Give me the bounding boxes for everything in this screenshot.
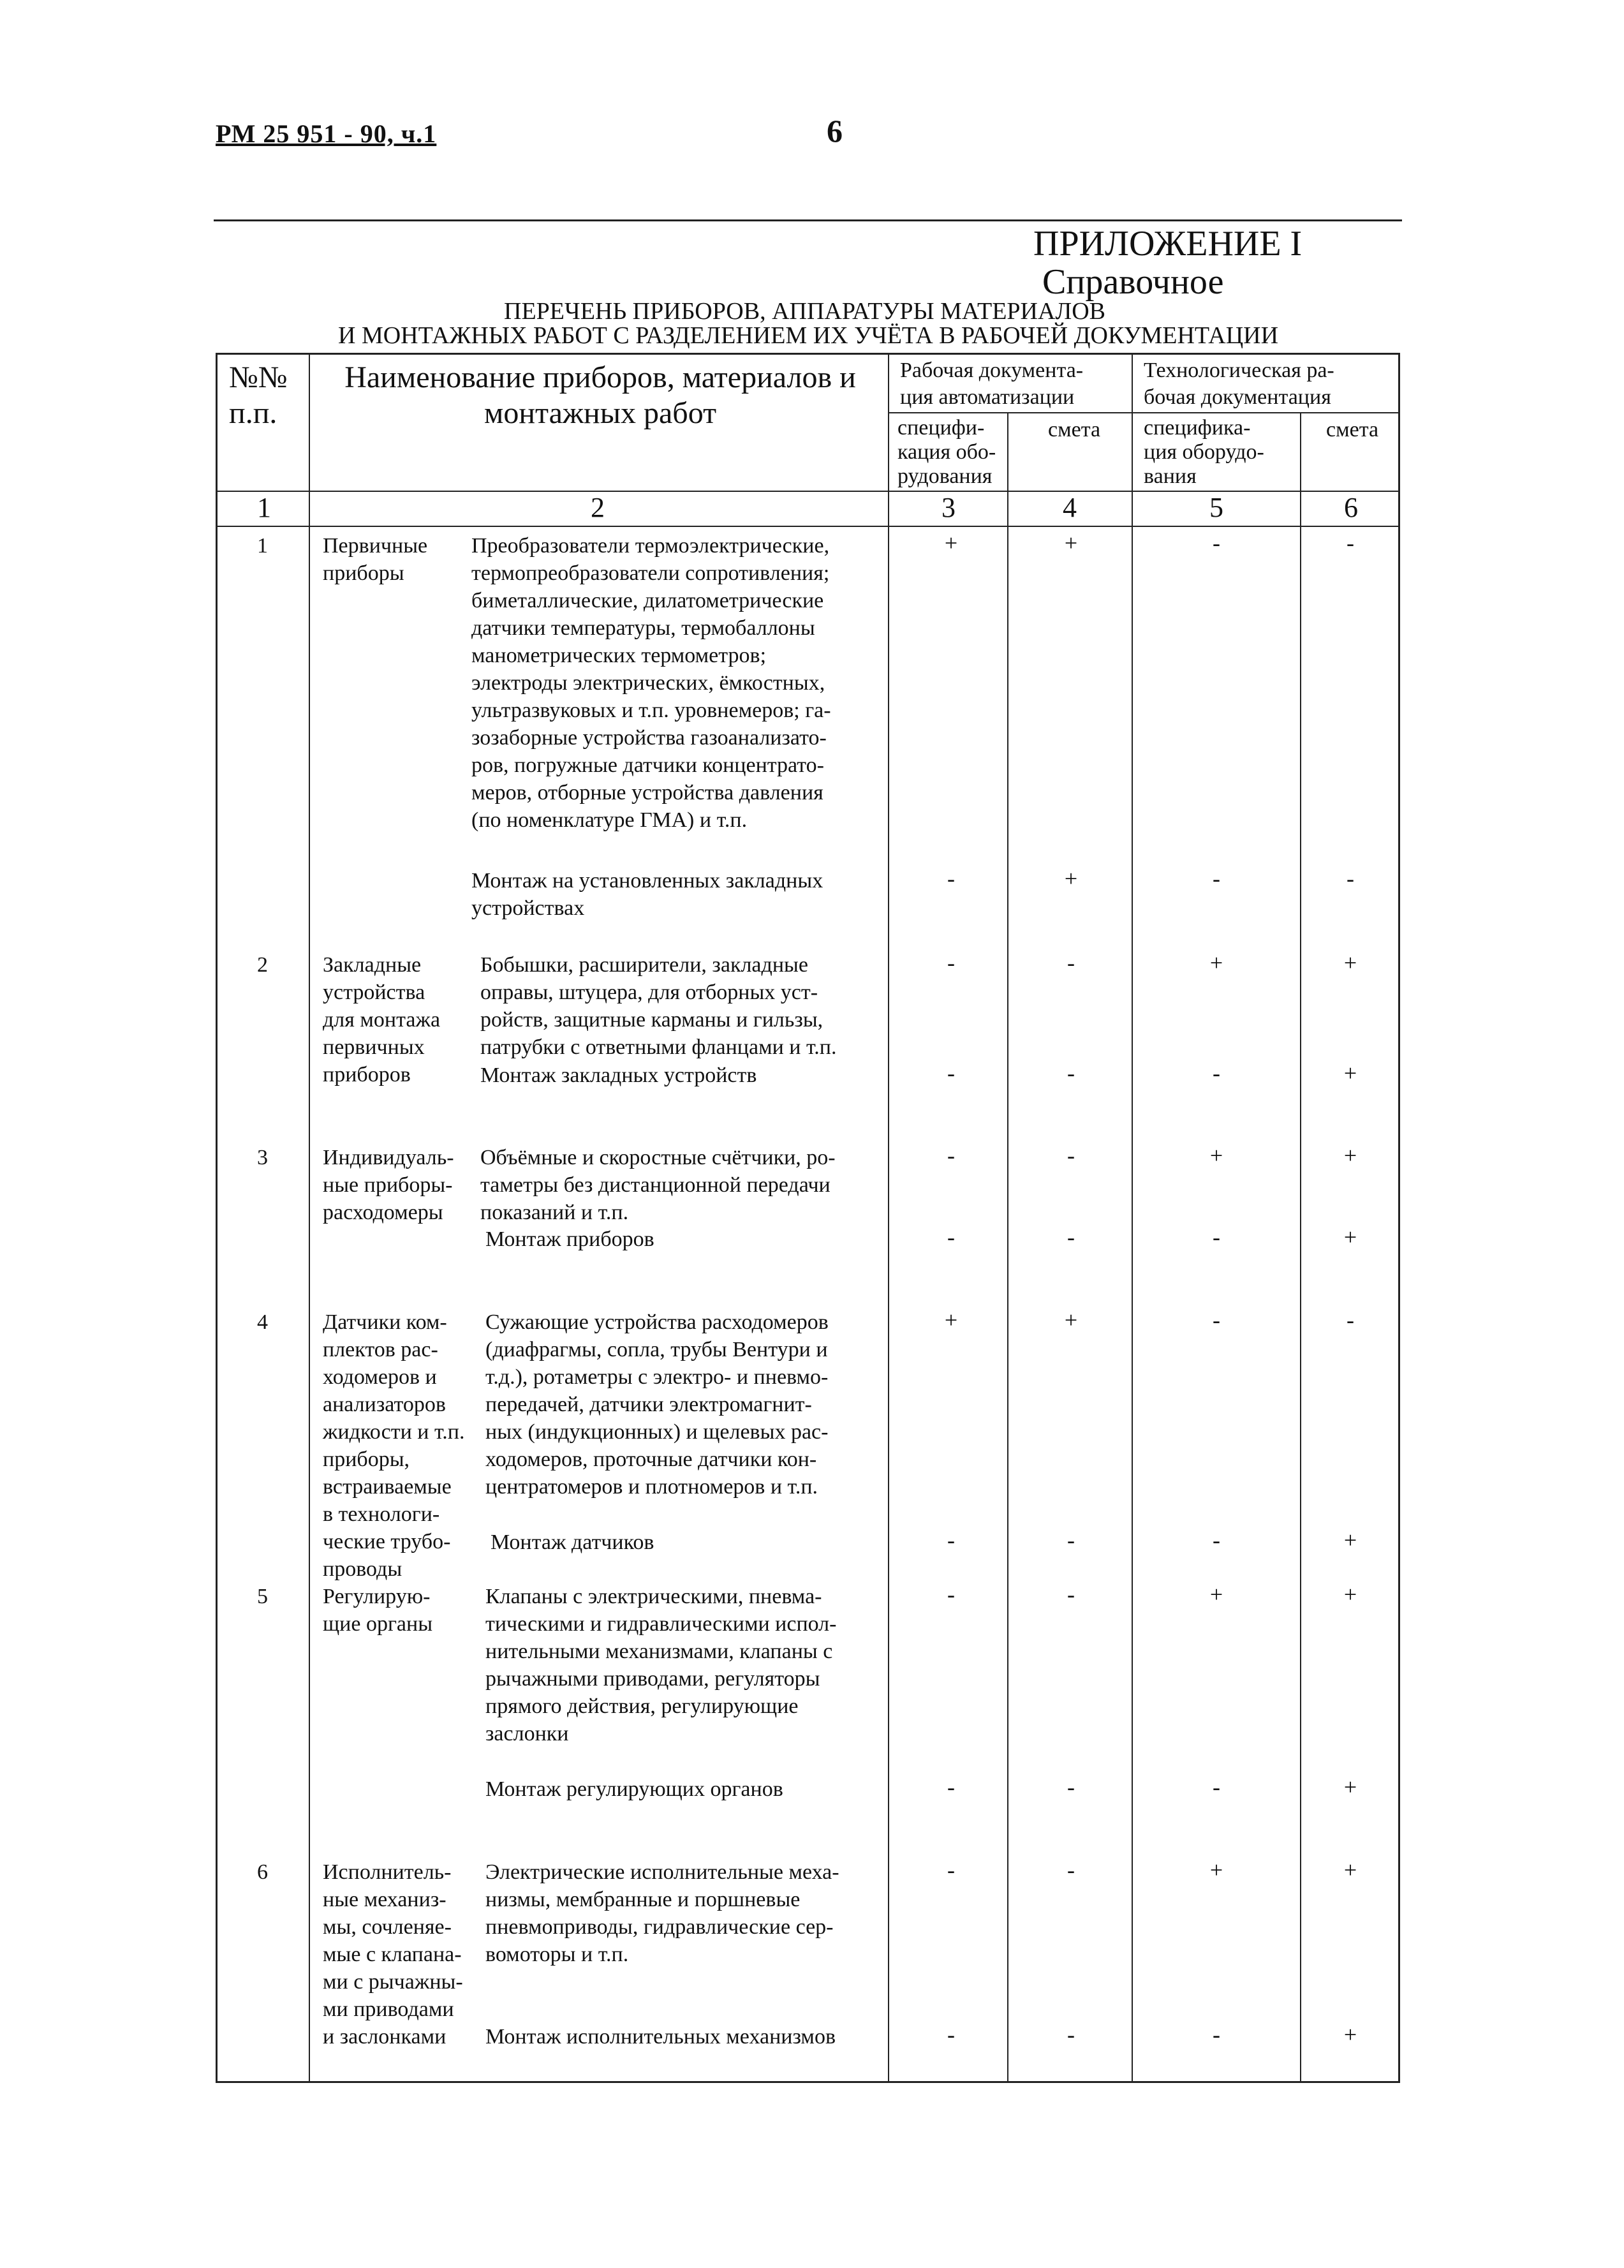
mark-spec-a: - — [947, 1774, 955, 1800]
mark-spec-b: - — [1213, 1527, 1220, 1553]
row-item: Электрические исполнительные меха- низмы, мембранные и поршневые пневмоприводы, гидравлические сер- вомоторы и т.п. — [485, 1860, 839, 1966]
mark-smeta-b: + — [1343, 1527, 1357, 1553]
row-item: Монтаж датчиков — [491, 1531, 654, 1554]
row-item: Монтаж на установленных закладных устройствах — [471, 869, 823, 920]
col-divider — [888, 355, 889, 2082]
mark-smeta-b: - — [1347, 1307, 1354, 1333]
mark-smeta-a: - — [1067, 1774, 1075, 1800]
header-spec-a: специфи- кация обо- рудования — [897, 416, 996, 488]
row-group: Закладные устройства для монтажа первичных приборов — [323, 953, 441, 1086]
col-number: 5 — [1209, 492, 1223, 523]
appendix-subtitle: Справочное — [1042, 262, 1224, 302]
mark-smeta-b: + — [1343, 1774, 1357, 1800]
header-spec-b: специфика- ция оборудо- вания — [1144, 416, 1264, 488]
row-item: Монтаж закладных устройств — [480, 1064, 757, 1087]
mark-spec-b: - — [1213, 1060, 1220, 1086]
row-item: Монтаж исполнительных механизмов — [485, 2025, 836, 2049]
row-divider — [218, 526, 1400, 527]
appendix-title: ПРИЛОЖЕНИЕ I — [1033, 224, 1303, 263]
col-number: 6 — [1344, 492, 1358, 523]
mark-spec-b: + — [1209, 1857, 1223, 1883]
mark-spec-a: - — [947, 1143, 955, 1168]
mark-smeta-b: + — [1343, 1857, 1357, 1883]
row-group: Исполнитель- ные механиз- мы, сочленяе- мые с клапана- ми с рычажны- ми приводами и заслонками — [323, 1860, 463, 2049]
mark-smeta-b: + — [1343, 950, 1357, 975]
document-code: РМ 25 951 - 90, ч.1 — [216, 119, 437, 148]
header-smeta-b: смета — [1326, 418, 1379, 441]
row-group: Первичные приборы — [323, 534, 428, 585]
row-divider — [888, 412, 1400, 413]
list-title-line2: И МОНТАЖНЫХ РАБОТ С РАЗДЕЛЕНИЕМ ИХ УЧЁТА В РАБОЧЕЙ ДОКУМЕНТАЦИИ — [338, 322, 1279, 349]
row-group: Индивидуаль- ные приборы- расходомеры — [323, 1146, 454, 1224]
col-number: 4 — [1063, 492, 1077, 523]
mark-spec-a: - — [947, 1224, 955, 1250]
col-number: 3 — [941, 492, 956, 523]
mark-smeta-b: - — [1347, 866, 1354, 891]
equipment-table — [216, 353, 1400, 2083]
mark-smeta-b: + — [1343, 1143, 1357, 1168]
mark-smeta-a: - — [1067, 2022, 1075, 2047]
col-divider — [1007, 412, 1008, 2082]
mark-spec-b: - — [1213, 2022, 1220, 2047]
row-group: Датчики ком- плектов рас- ходомеров и анализаторов жидкости и т.п. приборы, встраиваемые в технологи- ческие трубо- проводы — [323, 1310, 465, 1581]
header-group-a: Рабочая документа- ция автоматизации — [900, 359, 1084, 409]
mark-smeta-b: + — [1343, 1224, 1357, 1250]
row-item: Бобышки, расширители, закладные оправы, штуцера, для отборных уст- ройств, защитные карманы и гильзы, патрубки с ответными фланцами и т.п. — [480, 953, 837, 1059]
row-number: 3 — [257, 1146, 268, 1169]
mark-spec-a: - — [947, 866, 955, 891]
mark-smeta-a: - — [1067, 1527, 1075, 1553]
mark-spec-b: - — [1213, 1774, 1220, 1800]
mark-spec-a: - — [947, 1527, 955, 1553]
col-number: 2 — [591, 492, 605, 523]
col-divider — [1132, 355, 1133, 2082]
row-item: Монтаж регулирующих органов — [485, 1777, 783, 1801]
row-item: Сужающие устройства расходомеров (диафрагмы, сопла, трубы Вентури и т.д.), ротаметры с электро- и пневмо- передачей, датчики электромагнит- ных (индукционных) и щелевых рас- ходомеров, проточные датчики кон- центратомеров и плотномеров и т.п. — [485, 1310, 829, 1499]
mark-smeta-a: - — [1067, 1857, 1075, 1883]
mark-spec-b: - — [1213, 530, 1220, 556]
row-item: Монтаж приборов — [485, 1227, 654, 1251]
row-item: Объёмные и скоростные счётчики, ро- таметры без дистанционной передачи показаний и т.п. — [480, 1146, 836, 1224]
row-number: 5 — [257, 1585, 268, 1608]
mark-smeta-a: + — [1064, 530, 1078, 556]
mark-spec-b: - — [1213, 1307, 1220, 1333]
mark-spec-a: + — [944, 1307, 958, 1333]
mark-spec-b: + — [1209, 950, 1223, 975]
row-item: Преобразователи термоэлектрические, термопреобразователи сопротивления; биметаллические, дилатометрические датчики температуры, термобаллоны манометрических термометров; электроды электрических, ёмкостных, ультразвуковых и т.п. уровнемеров; га- зозаборные устройства газоанализато- ров, погружные датчики концентрато- меров, отборные устройства давления (по номенклатуре ГМА) и т.п. — [471, 534, 831, 832]
mark-spec-b: + — [1209, 1582, 1223, 1607]
row-number: 6 — [257, 1860, 268, 1884]
col-number: 1 — [257, 492, 271, 523]
mark-smeta-b: + — [1343, 1582, 1357, 1607]
row-number: 1 — [257, 534, 268, 558]
mark-smeta-b: + — [1343, 1060, 1357, 1086]
mark-smeta-a: + — [1064, 1307, 1078, 1333]
row-number: 2 — [257, 953, 268, 977]
row-group: Регулирую- щие органы — [323, 1585, 433, 1636]
mark-spec-b: - — [1213, 1224, 1220, 1250]
header-divider — [214, 219, 1402, 221]
row-number: 4 — [257, 1310, 268, 1334]
mark-spec-a: - — [947, 950, 955, 975]
header-group-b: Технологическая ра- бочая документация — [1144, 359, 1334, 409]
mark-spec-a: - — [947, 2022, 955, 2047]
mark-spec-a: - — [947, 1857, 955, 1883]
mark-spec-a: - — [947, 1060, 955, 1086]
col-divider — [309, 355, 310, 2082]
list-title-line1: ПЕРЕЧЕНЬ ПРИБОРОВ, АППАРАТУРЫ МАТЕРИАЛОВ — [504, 298, 1106, 325]
row-item: Клапаны с электрическими, пневма- тическими и гидравлическими испол- нительными механизмами, клапаны с рычажными приводами, регуляторы прямого действия, регулирующие заслонки — [485, 1585, 837, 1745]
mark-smeta-a: - — [1067, 1224, 1075, 1250]
mark-smeta-a: - — [1067, 950, 1075, 975]
mark-spec-b: - — [1213, 866, 1220, 891]
page-number: 6 — [827, 113, 843, 149]
mark-smeta-a: - — [1067, 1143, 1075, 1168]
mark-smeta-b: + — [1343, 2022, 1357, 2047]
mark-spec-a: - — [947, 1582, 955, 1607]
mark-smeta-a: - — [1067, 1060, 1075, 1086]
mark-smeta-a: + — [1064, 866, 1078, 891]
mark-smeta-a: - — [1067, 1582, 1075, 1607]
header-num: №№ п.п. — [229, 360, 288, 430]
mark-spec-b: + — [1209, 1143, 1223, 1168]
col-divider — [1300, 412, 1301, 2082]
mark-spec-a: + — [944, 530, 958, 556]
header-name: Наименование приборов, материалов и монтажных работ — [344, 360, 856, 430]
header-smeta-a: смета — [1048, 418, 1101, 441]
mark-smeta-b: - — [1347, 530, 1354, 556]
